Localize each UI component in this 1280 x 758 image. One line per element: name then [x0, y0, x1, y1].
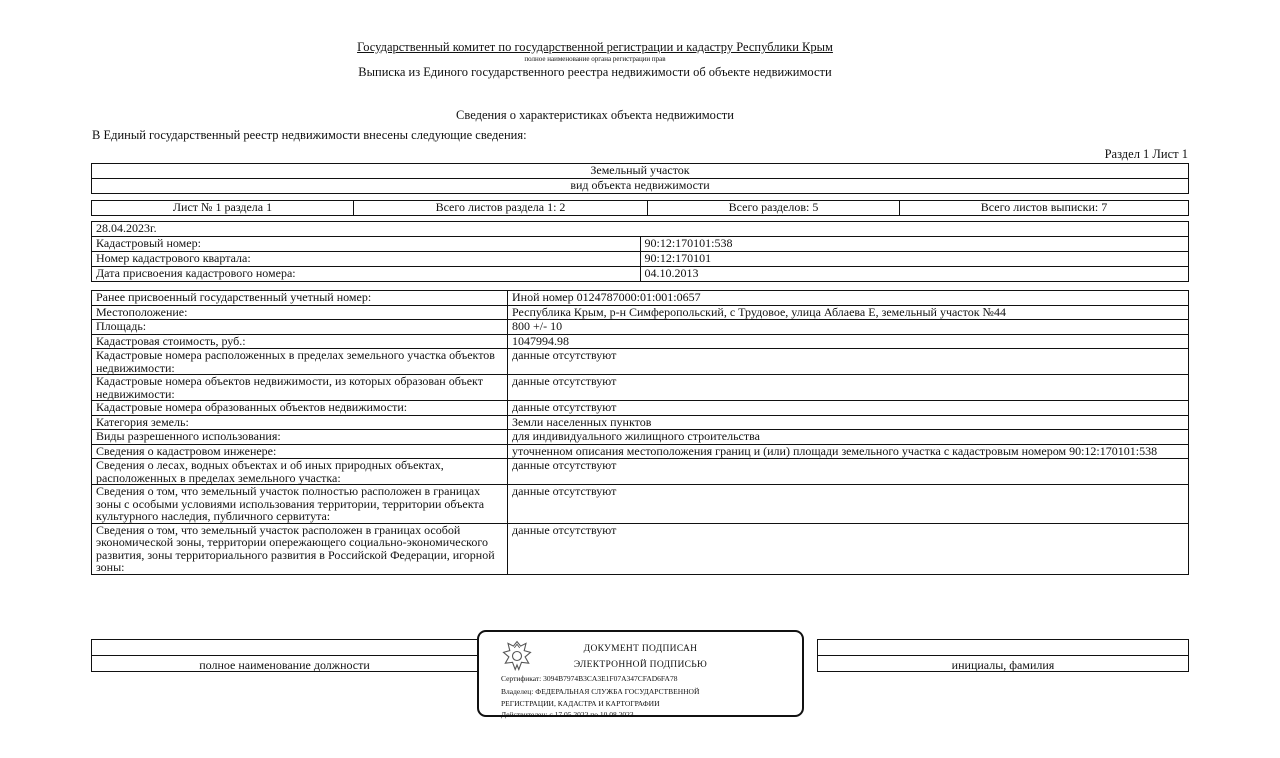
detail-row [92, 401, 1189, 416]
stamp-certificate: Сертификат: 3094B7974B3CA3E1F07A347CFAD6FA78 [501, 674, 678, 683]
field-label: Сведения о лесах, водных объектах и об иных природных объектах, расположенных в пределах земельного участка: [92, 459, 508, 485]
field-label: Местоположение: [92, 305, 508, 320]
field-value: данные отсутствуют [508, 375, 1189, 401]
field-label: Виды разрешенного использования: [92, 430, 508, 445]
detail-row [92, 349, 1189, 375]
name-caption: инициалы, фамилия [818, 656, 1189, 672]
document-title: Выписка из Единого государственного реестра недвижимости об объекте недвижимости [358, 65, 832, 79]
field-label: Кадастровые номера образованных объектов недвижимости: [92, 401, 508, 416]
field-value: 800 +/- 10 [508, 320, 1189, 335]
detail-row [92, 415, 1189, 430]
field-label: Сведения о том, что земельный участок полностью расположен в границах зоны с особыми условиями использования территории, территории объекта культурного наследия, публичного сервитута: [92, 485, 508, 524]
position-cell [92, 640, 478, 656]
field-value: уточненном описания местоположения границ и (или) площади земельного участка с кадастровым номером 90:12:170101:538 [508, 444, 1189, 459]
field-value: данные отсутствуют [508, 523, 1189, 574]
total-extract-sheets: Всего листов выписки: 7 [900, 201, 1189, 216]
detail-row [92, 523, 1189, 574]
field-value: данные отсутствуют [508, 459, 1189, 485]
field-value: для индивидуального жилищного строительства [508, 430, 1189, 445]
field-label: Сведения о кадастровом инженере: [92, 444, 508, 459]
detail-row [92, 375, 1189, 401]
field-value: данные отсутствуют [508, 349, 1189, 375]
section-sheet-note: Раздел 1 Лист 1 [1104, 147, 1188, 161]
field-value: Земли населенных пунктов [508, 415, 1189, 430]
field-label: Кадастровые номера расположенных в пределах земельного участка объектов недвижимости: [92, 349, 508, 375]
detail-row [92, 320, 1189, 335]
field-label: Категория земель: [92, 415, 508, 430]
field-label: Номер кадастрового квартала: [92, 252, 641, 267]
basic-row [92, 252, 1189, 267]
intro-text: В Единый государственный реестр недвижимости внесены следующие сведения: [92, 128, 527, 142]
basic-info-table [91, 221, 1189, 282]
field-value: данные отсутствуют [508, 401, 1189, 416]
sheets-table [91, 200, 1189, 216]
detail-row [92, 485, 1189, 524]
object-type: Земельный участок [92, 164, 1189, 179]
field-label: Кадастровая стоимость, руб.: [92, 334, 508, 349]
sheet-number: Лист № 1 раздела 1 [92, 201, 354, 216]
field-value: данные отсутствуют [508, 485, 1189, 524]
field-value: 90:12:170101:538 [640, 237, 1189, 252]
detail-row [92, 444, 1189, 459]
total-sections: Всего разделов: 5 [648, 201, 900, 216]
field-label: Сведения о том, что земельный участок расположен в границах особой экономической зоны, территории опережающего социально-экономического развития, зоны территориального развития в Российской Федерации, игорной зоны: [92, 523, 508, 574]
detail-row [92, 430, 1189, 445]
detail-row [92, 334, 1189, 349]
basic-row [92, 237, 1189, 252]
stamp-title: ДОКУМЕНТ ПОДПИСАН [583, 644, 698, 654]
field-value: 90:12:170101 [640, 252, 1189, 267]
field-label: Дата присвоения кадастрового номера: [92, 267, 641, 282]
field-value: Иной номер 0124787000:01:001:0657 [508, 291, 1189, 306]
name-cell [818, 640, 1189, 656]
stamp-owner-cont: РЕГИСТРАЦИИ, КАДАСТРА И КАРТОГРАФИИ [501, 699, 660, 708]
total-section-sheets: Всего листов раздела 1: 2 [354, 201, 648, 216]
field-value: 1047994.98 [508, 334, 1189, 349]
detail-row [92, 291, 1189, 306]
field-label: Кадастровый номер: [92, 237, 641, 252]
detail-row [92, 459, 1189, 485]
detail-row [92, 305, 1189, 320]
field-value: Республика Крым, р-н Симферопольский, с Трудовое, улица Аблаева Е, земельный участок №44 [508, 305, 1189, 320]
basic-row [92, 267, 1189, 282]
stamp-subtitle: ЭЛЕКТРОННОЙ ПОДПИСЬЮ [573, 660, 708, 670]
position-caption: полное наименование должности [92, 656, 478, 672]
authority-name: Государственный комитет по государственной регистрации и кадастру Республики Крым [357, 40, 833, 54]
details-table [91, 290, 1189, 575]
object-type-table [91, 163, 1189, 194]
field-label: Площадь: [92, 320, 508, 335]
field-value: 04.10.2013 [640, 267, 1189, 282]
stamp-validity: Действителен: с 17.05.2022 по 10.08.2023 [501, 710, 634, 719]
object-type-caption: вид объекта недвижимости [92, 179, 1189, 194]
extract-date: 28.04.2023г. [92, 222, 1189, 237]
section-title: Сведения о характеристиках объекта недвижимости [456, 108, 734, 122]
stamp-owner: Владелец: ФЕДЕРАЛЬНАЯ СЛУЖБА ГОСУДАРСТВЕННОЙ [501, 687, 700, 696]
authority-caption: полное наименование органа регистрации прав [524, 55, 666, 63]
field-label: Ранее присвоенный государственный учетный номер: [92, 291, 508, 306]
field-label: Кадастровые номера объектов недвижимости, из которых образован объект недвижимости: [92, 375, 508, 401]
e-signature-stamp [477, 630, 804, 717]
